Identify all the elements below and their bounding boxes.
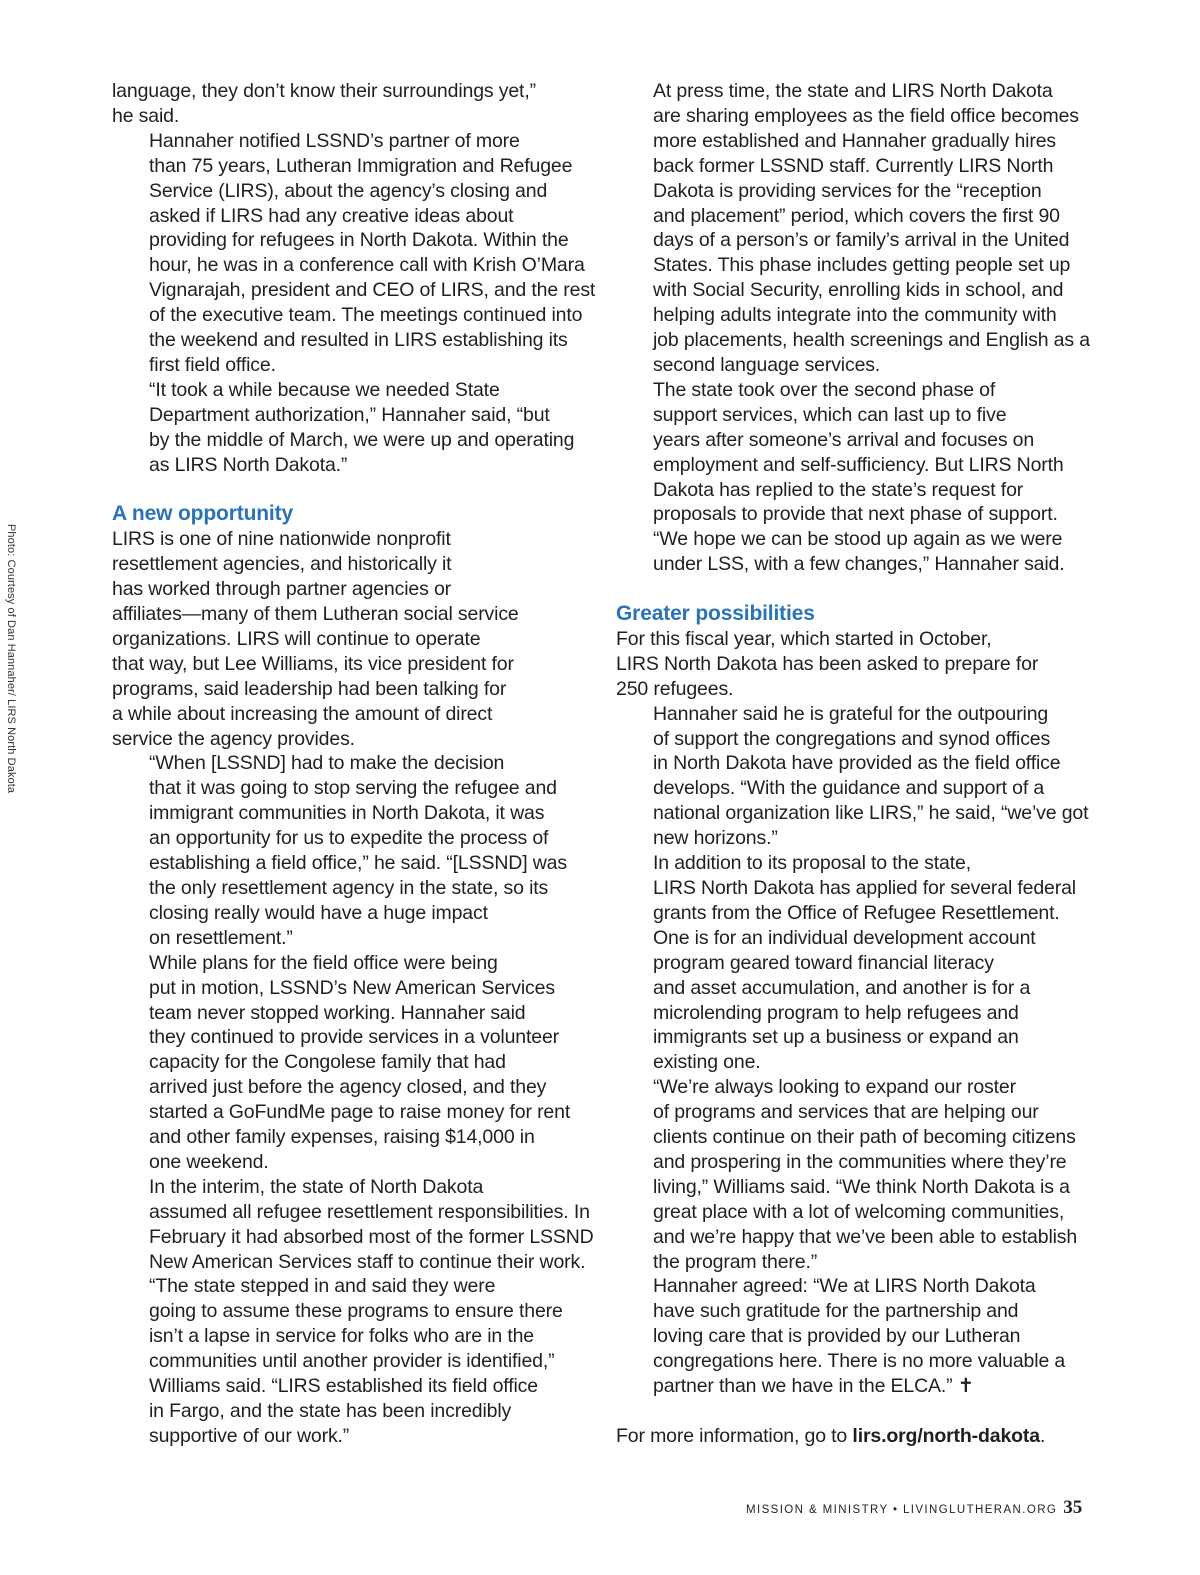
text-line: have such gratitude for the partnership and <box>653 1300 1019 1323</box>
text-line: second language services. <box>653 353 881 376</box>
text-line: employment and self-sufficiency. But LIRS North <box>653 453 1064 476</box>
page-footer <box>746 1497 1082 1519</box>
section-heading: A new opportunity <box>112 502 293 526</box>
paragraph <box>112 378 587 478</box>
text-line: Hannaher notified LSSND’s partner of more <box>149 129 520 152</box>
text-line: “The state stepped in and said they were <box>149 1275 496 1298</box>
text-line: Service (LIRS), about the agency’s closing and <box>149 179 548 202</box>
text-line: New American Services staff to continue their work. <box>149 1250 586 1273</box>
text-line: of support the congregations and synod offices <box>653 727 1051 750</box>
text-line: under LSS, with a few changes,” Hannaher said. <box>653 553 1065 576</box>
more-info-link[interactable]: lirs.org/north-dakota <box>852 1424 1040 1447</box>
paragraph <box>616 378 1091 527</box>
paragraph <box>112 1274 587 1448</box>
text-line: arrived just before the agency closed, and they <box>149 1076 547 1099</box>
text-line: by the middle of March, we were up and operating <box>149 428 575 451</box>
text-line: LIRS North Dakota has been asked to prepare for <box>616 652 1039 675</box>
text-line: put in motion, LSSND’s New American Services <box>149 976 555 999</box>
paragraph <box>112 751 587 950</box>
text-line: the weekend and resulted in LIRS establishing its <box>149 329 568 352</box>
text-line: more established and Hannaher gradually hires <box>653 129 1056 152</box>
text-line: isn’t a lapse in service for folks who are in the <box>149 1325 535 1348</box>
text-line: affiliates—many of them Lutheran social service <box>112 603 519 626</box>
text-line: loving care that is provided by our Lutheran <box>653 1325 1021 1348</box>
article-column-left <box>112 79 596 1449</box>
photo-credit: Photo: Courtesy of Dan Hannaher/ LIRS North Dakota <box>5 524 17 794</box>
text-line: existing one. <box>653 1051 761 1074</box>
text-line: and we’re happy that we’ve been able to establish <box>653 1225 1078 1248</box>
text-line: resettlement agencies, and historically it <box>112 553 452 576</box>
text-line: assumed all refugee resettlement responsibilities. In <box>149 1200 590 1223</box>
paragraph <box>616 702 1091 851</box>
more-info-line <box>616 1424 1091 1449</box>
text-line: In the interim, the state of North Dakota <box>149 1175 484 1198</box>
paragraph <box>616 79 1091 378</box>
text-line: they continued to provide services in a volunteer <box>149 1026 559 1049</box>
more-info-prefix: For more information, go to <box>616 1424 848 1447</box>
page-number: 35 <box>1063 1497 1083 1518</box>
text-line: days of a person’s or family’s arrival in the United <box>653 229 1070 252</box>
text-line: and placement” period, which covers the first 90 <box>653 204 1060 227</box>
text-line: on resettlement.” <box>149 926 293 949</box>
text-line: congregations here. There is no more valuable a <box>653 1350 1066 1373</box>
text-line: hour, he was in a conference call with Krish O’Mara <box>149 254 585 277</box>
text-line: the only resettlement agency in the state, so its <box>149 876 549 899</box>
text-line: For this fiscal year, which started in October, <box>616 627 992 650</box>
text-line: one weekend. <box>149 1150 269 1173</box>
text-line: immigrants set up a business or expand an <box>653 1026 1019 1049</box>
text-line: supportive of our work.” <box>149 1424 350 1447</box>
text-line: first field office. <box>149 353 276 376</box>
paragraph <box>616 527 1091 577</box>
text-line: a while about increasing the amount of direct <box>112 702 493 725</box>
text-line: going to assume these programs to ensure there <box>149 1300 563 1323</box>
text-line: grants from the Office of Refugee Resettlement. <box>653 901 1060 924</box>
text-line: “It took a while because we needed State <box>149 378 500 401</box>
text-line: States. This phase includes getting people set up <box>653 254 1071 277</box>
text-line: Hannaher said he is grateful for the outpouring <box>653 702 1049 725</box>
paragraph <box>112 79 587 129</box>
paragraph <box>616 627 1091 702</box>
text-line: with Social Security, enrolling kids in school, and <box>653 279 1064 302</box>
text-line: February it had absorbed most of the former LSSND <box>149 1225 594 1248</box>
text-line: “We hope we can be stood up again as we were <box>653 528 1063 551</box>
text-line: In addition to its proposal to the state, <box>653 852 971 875</box>
text-line: started a GoFundMe page to raise money for rent <box>149 1101 571 1124</box>
paragraph <box>112 129 596 378</box>
paragraph <box>112 951 587 1175</box>
text-line: capacity for the Congolese family that had <box>149 1051 506 1074</box>
text-line: develops. “With the guidance and support of a <box>653 777 1045 800</box>
text-line: Department authorization,” Hannaher said, “but <box>149 403 550 426</box>
text-line: service the agency provides. <box>112 727 355 750</box>
text-line: in Fargo, and the state has been incredibly <box>149 1400 512 1423</box>
text-line: an opportunity for us to expedite the process of <box>149 827 549 850</box>
text-line: years after someone’s arrival and focuses on <box>653 428 1035 451</box>
text-line: that way, but Lee Williams, its vice president for <box>112 652 514 675</box>
text-line: living,” Williams said. “We think North Dakota is a <box>653 1175 1070 1198</box>
paragraph <box>616 851 1091 1075</box>
text-line: are sharing employees as the field office becomes <box>653 104 1079 127</box>
text-line: and prospering in the communities where they’re <box>653 1150 1067 1173</box>
text-line: partner than we have in the ELCA.” ✝ <box>653 1375 974 1398</box>
text-line: Dakota is providing services for the “reception <box>653 179 1042 202</box>
text-line: of programs and services that are helping our <box>653 1101 1039 1124</box>
paragraph <box>616 1075 1091 1274</box>
text-line: Vignarajah, president and CEO of LIRS, and the rest <box>149 279 596 302</box>
section-heading: Greater possibilities <box>616 602 815 626</box>
text-line: support services, which can last up to five <box>653 403 1007 426</box>
text-line: LIRS is one of nine nationwide nonprofit <box>112 528 451 551</box>
paragraph <box>112 527 587 751</box>
text-line: national organization like LIRS,” he said, “we’ve got <box>653 802 1089 825</box>
text-line: language, they don’t know their surroundings yet,” <box>112 80 536 102</box>
text-line: providing for refugees in North Dakota. Within the <box>149 229 569 252</box>
text-line: communities until another provider is identified,” <box>149 1350 555 1373</box>
text-line: Hannaher agreed: “We at LIRS North Dakota <box>653 1275 1036 1298</box>
text-line: team never stopped working. Hannaher said <box>149 1001 526 1024</box>
text-line: Williams said. “LIRS established its field office <box>149 1375 538 1398</box>
text-line: than 75 years, Lutheran Immigration and Refugee <box>149 154 573 177</box>
text-line: Dakota has replied to the state’s request for <box>653 478 1024 501</box>
text-line: new horizons.” <box>653 827 778 850</box>
text-line: that it was going to stop serving the refugee and <box>149 777 557 800</box>
text-line: organizations. LIRS will continue to operate <box>112 627 481 650</box>
footer-section-label: MISSION & MINISTRY • LIVINGLUTHERAN.ORG <box>746 1504 1058 1516</box>
text-line: and asset accumulation, and another is for a <box>653 976 1031 999</box>
text-line: program geared toward financial literacy <box>653 951 994 974</box>
text-line: The state took over the second phase of <box>653 378 996 401</box>
text-line: microlending program to help refugees and <box>653 1001 1019 1024</box>
text-line: the program there.” <box>653 1250 818 1273</box>
text-line: clients continue on their path of becoming citizens <box>653 1126 1076 1149</box>
more-info-suffix: . <box>1039 1424 1046 1447</box>
text-line: asked if LIRS had any creative ideas about <box>149 204 514 227</box>
text-line: While plans for the field office were being <box>149 951 498 974</box>
text-line: has worked through partner agencies or <box>112 578 452 601</box>
text-line: closing really would have a huge impact <box>149 901 488 924</box>
text-line: programs, said leadership had been talking for <box>112 677 507 700</box>
article-column-right <box>616 79 1091 1449</box>
text-line: LIRS North Dakota has applied for several federal <box>653 876 1076 899</box>
paragraph <box>112 1175 594 1275</box>
text-line: One is for an individual development account <box>653 926 1036 949</box>
text-line: in North Dakota have provided as the field office <box>653 752 1061 775</box>
text-line: of the executive team. The meetings continued into <box>149 304 583 327</box>
text-line: establishing a field office,” he said. “[LSSND] was <box>149 852 567 875</box>
paragraph <box>616 1274 1091 1399</box>
text-line: job placements, health screenings and English as a <box>653 329 1090 352</box>
text-line: back former LSSND staff. Currently LIRS North <box>653 154 1054 177</box>
text-line: as LIRS North Dakota.” <box>149 453 348 476</box>
text-line: immigrant communities in North Dakota, it was <box>149 802 545 825</box>
text-line: and other family expenses, raising $14,000 in <box>149 1126 535 1149</box>
text-line: proposals to provide that next phase of support. <box>653 503 1058 526</box>
text-line: “We’re always looking to expand our roster <box>653 1076 1016 1099</box>
text-line: helping adults integrate into the community with <box>653 304 1057 327</box>
text-line: he said. <box>112 104 180 127</box>
text-line: “When [LSSND] had to make the decision <box>149 752 505 775</box>
text-line: At press time, the state and LIRS North Dakota <box>653 80 1053 102</box>
text-line: 250 refugees. <box>616 677 734 700</box>
text-line: great place with a lot of welcoming communities, <box>653 1200 1065 1223</box>
